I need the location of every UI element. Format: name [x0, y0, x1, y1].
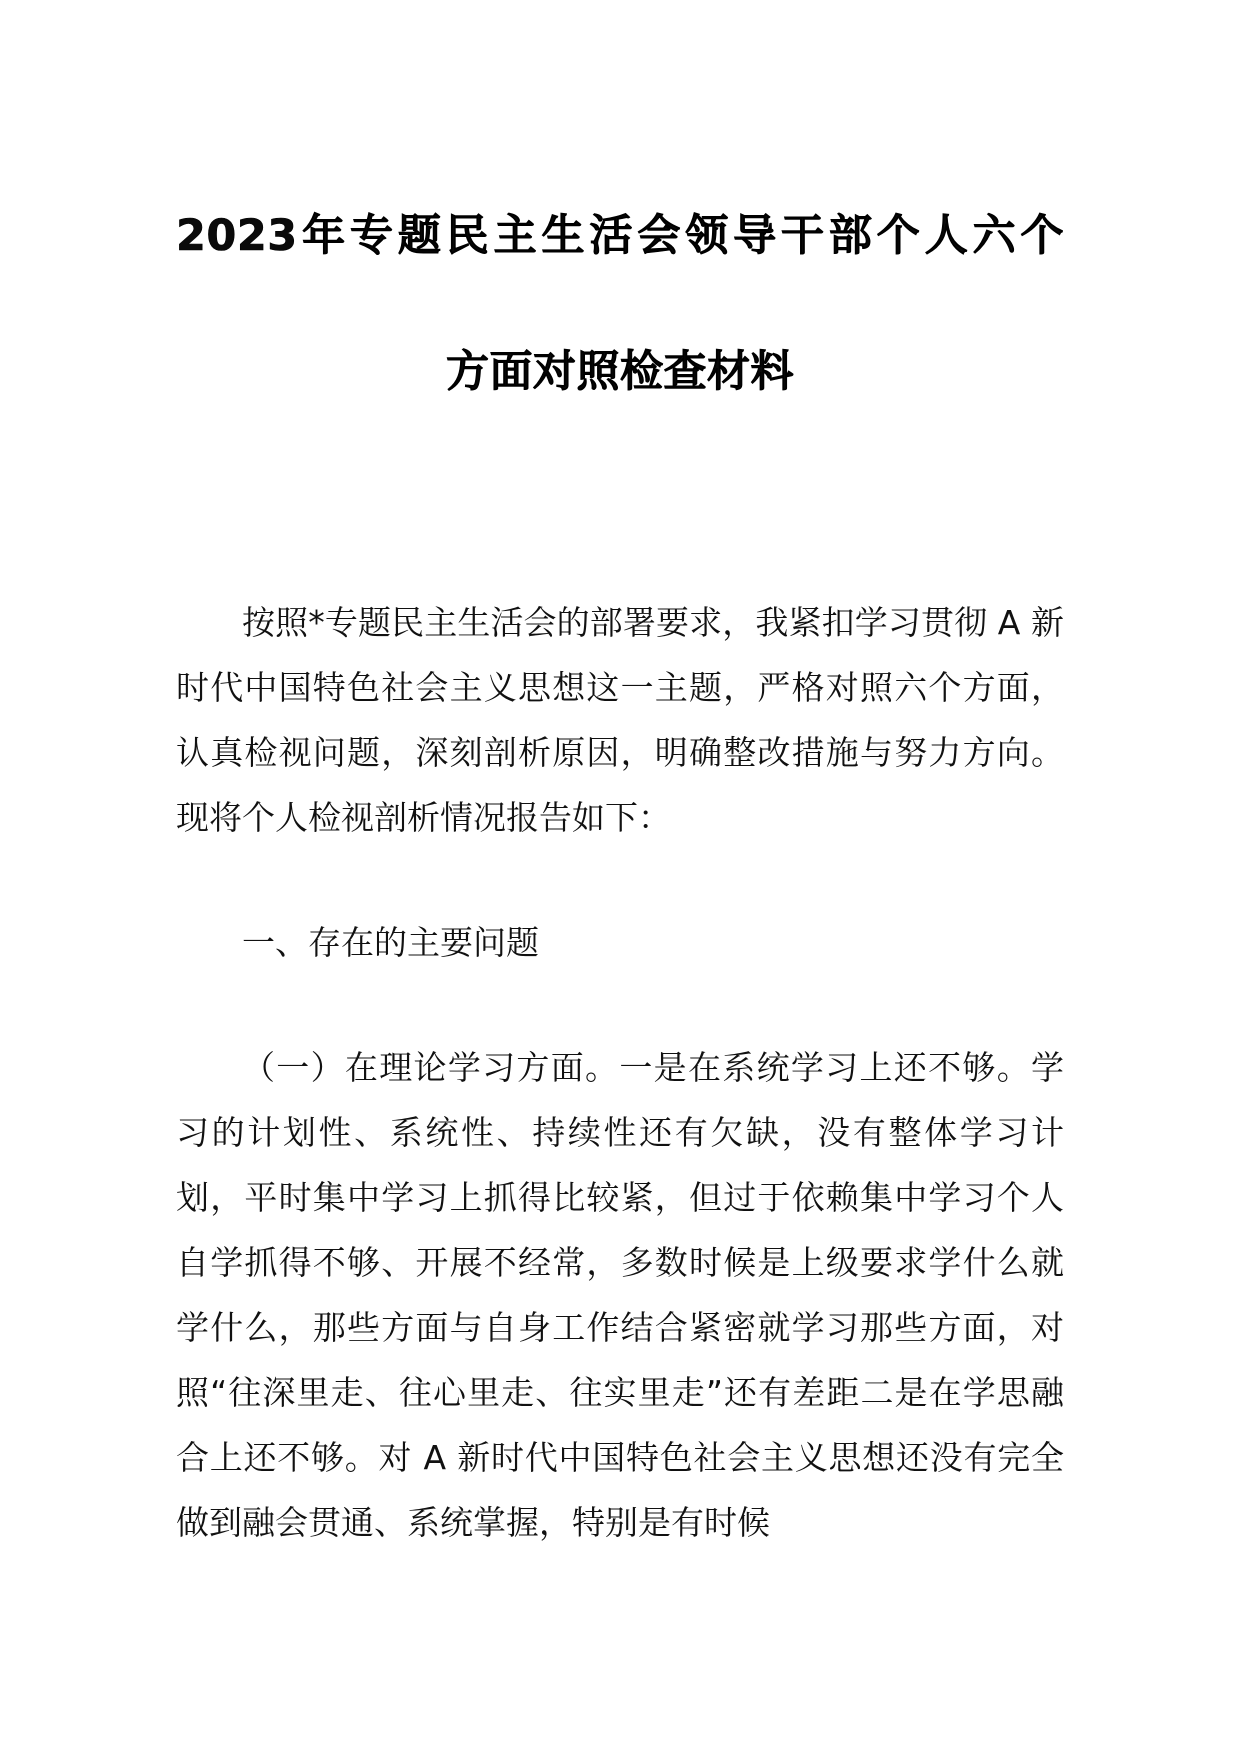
document-body — [176, 590, 1064, 1555]
paragraph-spacer — [176, 977, 1064, 1035]
subsection-theoretical-study: （一）在理论学习方面。一是在系统学习上还不够。学习的计划性、系统性、持续性还有欠缺，没有整体学习计划，平时集中学习上抓得比较紧，但过于依赖集中学习个人自学抓得不够、开展不经常，多数时候是上级要求学什么就学什么，那些方面与自身工作结合紧密就学习那些方面，对照“往深里走、往心里走、往实里走”还有差距二是在学思融合上还不够。对 A 新时代中国特色社会主义思想还没有完全做到融会贯通、系统掌握，特别是有时候 — [176, 1048, 1064, 1542]
page-title-line-2: 方面对照检查材料 — [446, 347, 794, 397]
document-content — [176, 0, 1064, 1557]
intro-paragraph: 按照*专题民主生活会的部署要求，我紧扣学习贯彻 A 新时代中国特色社会主义思想这一主题，严格对照六个方面，认真检视问题，深刻剖析原因，明确整改措施与努力方向。现将个人检视剖析情况报告如下： — [176, 603, 1064, 837]
paragraph-spacer — [176, 852, 1064, 910]
section-heading-main-problems: 一、存在的主要问题 — [242, 923, 539, 962]
page-title-line-1: 2023年专题民主生活会领导干部个人六个 — [176, 211, 1064, 261]
